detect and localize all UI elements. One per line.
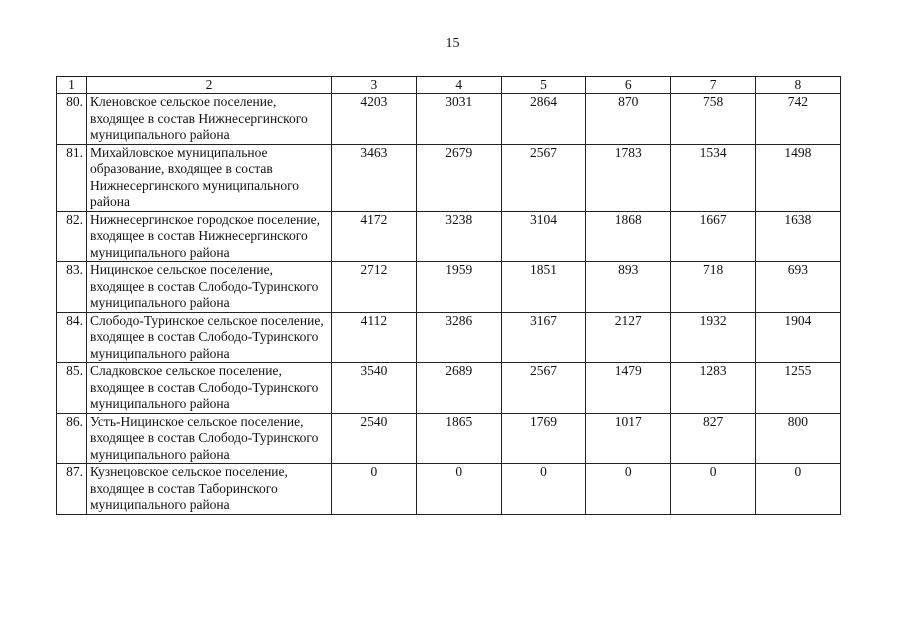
value-cell: 1534 bbox=[671, 144, 756, 211]
header-cell: 1 bbox=[57, 77, 87, 94]
table-row bbox=[57, 211, 841, 262]
municipality-name: Слободо-Туринское сельское поселение, входящее в состав Слободо-Туринского муниципального района bbox=[87, 312, 332, 363]
header-cell: 5 bbox=[501, 77, 586, 94]
municipality-name: Ницинское сельское поселение, входящее в состав Слободо-Туринского муниципального района bbox=[87, 262, 332, 313]
value-cell: 4112 bbox=[332, 312, 417, 363]
row-number: 87. bbox=[57, 464, 87, 515]
value-cell: 1783 bbox=[586, 144, 671, 211]
data-table bbox=[56, 76, 841, 515]
value-cell: 893 bbox=[586, 262, 671, 313]
row-number: 80. bbox=[57, 94, 87, 145]
header-cell: 7 bbox=[671, 77, 756, 94]
value-cell: 3463 bbox=[332, 144, 417, 211]
value-cell: 693 bbox=[755, 262, 840, 313]
value-cell: 1932 bbox=[671, 312, 756, 363]
value-cell: 1638 bbox=[755, 211, 840, 262]
table-header bbox=[57, 77, 841, 94]
value-cell: 0 bbox=[416, 464, 501, 515]
table-row bbox=[57, 464, 841, 515]
table-row bbox=[57, 144, 841, 211]
value-cell: 2712 bbox=[332, 262, 417, 313]
table-body bbox=[57, 94, 841, 515]
value-cell: 2567 bbox=[501, 363, 586, 414]
value-cell: 1283 bbox=[671, 363, 756, 414]
row-number: 85. bbox=[57, 363, 87, 414]
table-row bbox=[57, 413, 841, 464]
table-row bbox=[57, 363, 841, 414]
value-cell: 1498 bbox=[755, 144, 840, 211]
table-row bbox=[57, 312, 841, 363]
value-cell: 1851 bbox=[501, 262, 586, 313]
municipality-name: Кузнецовское сельское поселение, входящее в состав Таборинского муниципального района bbox=[87, 464, 332, 515]
value-cell: 1479 bbox=[586, 363, 671, 414]
value-cell: 1868 bbox=[586, 211, 671, 262]
value-cell: 1959 bbox=[416, 262, 501, 313]
value-cell: 4172 bbox=[332, 211, 417, 262]
value-cell: 4203 bbox=[332, 94, 417, 145]
header-cell: 4 bbox=[416, 77, 501, 94]
value-cell: 718 bbox=[671, 262, 756, 313]
value-cell: 1769 bbox=[501, 413, 586, 464]
header-cell: 6 bbox=[586, 77, 671, 94]
table-row bbox=[57, 262, 841, 313]
value-cell: 3031 bbox=[416, 94, 501, 145]
value-cell: 0 bbox=[586, 464, 671, 515]
value-cell: 2540 bbox=[332, 413, 417, 464]
header-cell: 8 bbox=[755, 77, 840, 94]
value-cell: 1255 bbox=[755, 363, 840, 414]
value-cell: 827 bbox=[671, 413, 756, 464]
value-cell: 758 bbox=[671, 94, 756, 145]
value-cell: 0 bbox=[671, 464, 756, 515]
table-row bbox=[57, 94, 841, 145]
value-cell: 1667 bbox=[671, 211, 756, 262]
value-cell: 800 bbox=[755, 413, 840, 464]
value-cell: 3286 bbox=[416, 312, 501, 363]
value-cell: 1017 bbox=[586, 413, 671, 464]
value-cell: 742 bbox=[755, 94, 840, 145]
row-number: 81. bbox=[57, 144, 87, 211]
row-number: 84. bbox=[57, 312, 87, 363]
value-cell: 0 bbox=[755, 464, 840, 515]
value-cell: 2864 bbox=[501, 94, 586, 145]
municipality-name: Усть-Ницинское сельское поселение, входящее в состав Слободо-Туринского муниципального района bbox=[87, 413, 332, 464]
value-cell: 2689 bbox=[416, 363, 501, 414]
row-number: 83. bbox=[57, 262, 87, 313]
value-cell: 3238 bbox=[416, 211, 501, 262]
header-cell: 3 bbox=[332, 77, 417, 94]
municipality-name: Михайловское муниципальное образование, входящее в состав Нижнесергинского муниципального района bbox=[87, 144, 332, 211]
value-cell: 3540 bbox=[332, 363, 417, 414]
value-cell: 1904 bbox=[755, 312, 840, 363]
municipality-name: Сладковское сельское поселение, входящее в состав Слободо-Туринского муниципального района bbox=[87, 363, 332, 414]
municipality-name: Нижнесергинское городское поселение, входящее в состав Нижнесергинского муниципального района bbox=[87, 211, 332, 262]
value-cell: 3104 bbox=[501, 211, 586, 262]
row-number: 82. bbox=[57, 211, 87, 262]
value-cell: 2567 bbox=[501, 144, 586, 211]
page-number: 15 bbox=[445, 36, 460, 51]
value-cell: 2127 bbox=[586, 312, 671, 363]
municipality-name: Кленовское сельское поселение, входящее в состав Нижнесергинского муниципального района bbox=[87, 94, 332, 145]
header-cell: 2 bbox=[87, 77, 332, 94]
value-cell: 0 bbox=[501, 464, 586, 515]
header-row bbox=[57, 77, 841, 94]
value-cell: 1865 bbox=[416, 413, 501, 464]
value-cell: 870 bbox=[586, 94, 671, 145]
value-cell: 0 bbox=[332, 464, 417, 515]
row-number: 86. bbox=[57, 413, 87, 464]
value-cell: 3167 bbox=[501, 312, 586, 363]
value-cell: 2679 bbox=[416, 144, 501, 211]
